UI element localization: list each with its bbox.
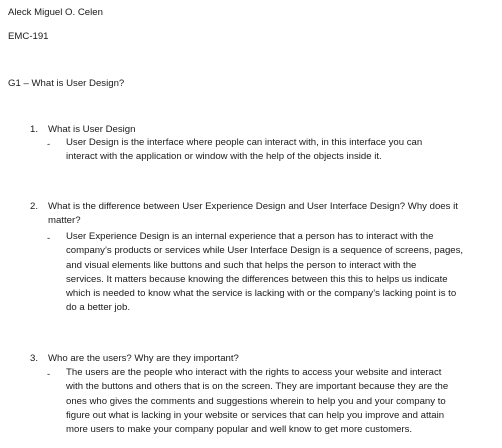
answer-line: do a better job. — [66, 302, 131, 314]
answer-text — [66, 136, 496, 165]
question-line: matter? — [48, 215, 81, 226]
bullet-dash: - — [47, 369, 51, 380]
document-title: G1 – What is User Design? — [8, 78, 125, 89]
question-text — [48, 124, 135, 136]
answer-line: more users to make your company popular and well know to get more customers. — [66, 424, 413, 436]
answer-line: The users are the people who interact with the rights to access your website and interact — [66, 367, 442, 378]
answer-line: User Experience Design is an internal experience that a person has to interact with the — [66, 231, 434, 242]
bullet-dash: - — [47, 233, 51, 244]
question-number: 2. — [30, 201, 39, 212]
answer-line: which is needed to know what the service is lacking with or the company’s lacking point is to — [66, 288, 457, 300]
bullet-dash: - — [47, 139, 51, 150]
question-line: What is the difference between User Experience Design and User Interface Design? Why does it — [48, 201, 458, 212]
question-text — [48, 201, 458, 227]
question-line: What is User Design — [48, 124, 136, 135]
answer-line: with the buttons and others that is on the screen. They are important because they are the — [66, 381, 449, 393]
question-number: 3. — [30, 353, 39, 364]
question-text — [48, 353, 239, 365]
answer-line: company’s products or services while User Interface Design is a sequence of screens, pages, — [66, 245, 464, 257]
question-line: Who are the users? Why are they important? — [48, 353, 239, 364]
answer-line: ones who gives the comments and suggestions wherein to help you and your company to — [66, 395, 446, 407]
course-code: EMC-191 — [8, 31, 49, 42]
answer-line: figure out what is lacking in your website or services that can help you improve and attain — [66, 409, 445, 421]
author-name: Aleck Miguel O. Celen — [8, 7, 103, 18]
answer-line: interact with the application or window with the help of the objects inside it. — [66, 151, 382, 163]
question-number: 1. — [30, 124, 39, 135]
answer-text — [66, 366, 496, 437]
answer-line: and visual elements like buttons and such that helps the person to interact with the — [66, 259, 417, 271]
answer-line: services. It matters because knowing the differences between this this to helps us indicate — [66, 273, 448, 285]
answer-text — [66, 230, 496, 316]
answer-line: User Design is the interface where people can interact with, in this interface you can — [66, 137, 423, 148]
